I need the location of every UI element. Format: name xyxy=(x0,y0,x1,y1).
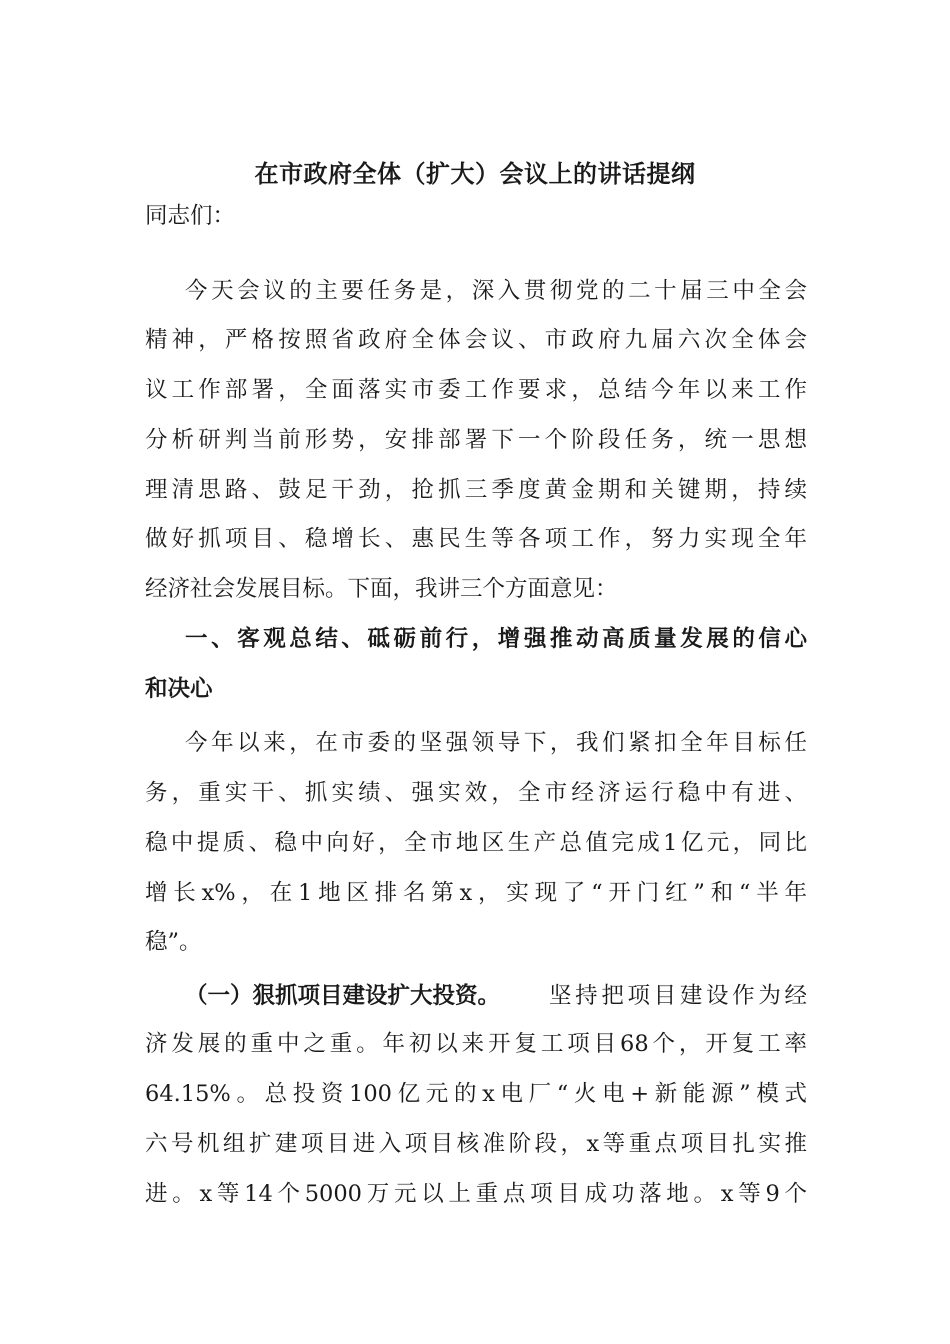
section-heading: 和决心 xyxy=(145,676,213,702)
paragraph-line: 务，重实干、抓实绩、强实效，全市经济运行稳中有进、 xyxy=(145,780,807,806)
section-heading: 一、客观总结、砥砺前行，增强推动高质量发展的信心 xyxy=(185,626,807,652)
paragraph-line: 理清思路、鼓足干劲，抢抓三季度黄金期和关键期，持续 xyxy=(145,477,807,503)
paragraph-line: 六号机组扩建项目进入项目核准阶段，x等重点项目扎实推 xyxy=(145,1131,807,1157)
paragraph-line: 稳”。 xyxy=(145,929,202,955)
paragraph-line: 进。x等14个5000万元以上重点项目成功落地。x等9个 xyxy=(145,1181,807,1207)
paragraph-line: 分析研判当前形势，安排部署下一个阶段任务，统一思想 xyxy=(145,427,807,453)
paragraph-line: 精神，严格按照省政府全体会议、市政府九届六次全体会 xyxy=(145,327,807,353)
document-title: 在市政府全体（扩大）会议上的讲话提纲 xyxy=(254,159,696,188)
paragraph-line: 今年以来，在市委的坚强领导下，我们紧扣全年目标任 xyxy=(185,730,807,756)
paragraph-line: 做好抓项目、稳增长、惠民生等各项工作，努力实现全年 xyxy=(145,526,807,552)
paragraph-line: 经济社会发展目标。下面，我讲三个方面意见： xyxy=(145,576,618,602)
paragraph-line: 稳中提质、稳中向好，全市地区生产总值完成1亿元，同比 xyxy=(145,830,807,856)
paragraph-line: 济发展的重中之重。年初以来开复工项目68个，开复工率 xyxy=(145,1031,807,1057)
paragraph-line: 增长x%，在1地区排名第x，实现了“开门红”和“半年 xyxy=(145,880,807,906)
paragraph-line: 64.15%。总投资100亿元的x电厂“火电+新能源”模式 xyxy=(145,1081,807,1107)
salutation: 同志们： xyxy=(145,203,236,229)
subsection-heading: （一）狠抓项目建设扩大投资。 xyxy=(185,983,501,1009)
paragraph-line: 坚持把项目建设作为经 xyxy=(549,983,807,1009)
paragraph-line: 议工作部署，全面落实市委工作要求，总结今年以来工作 xyxy=(145,377,807,403)
paragraph-line: 今天会议的主要任务是，深入贯彻党的二十届三中全会 xyxy=(185,278,807,304)
